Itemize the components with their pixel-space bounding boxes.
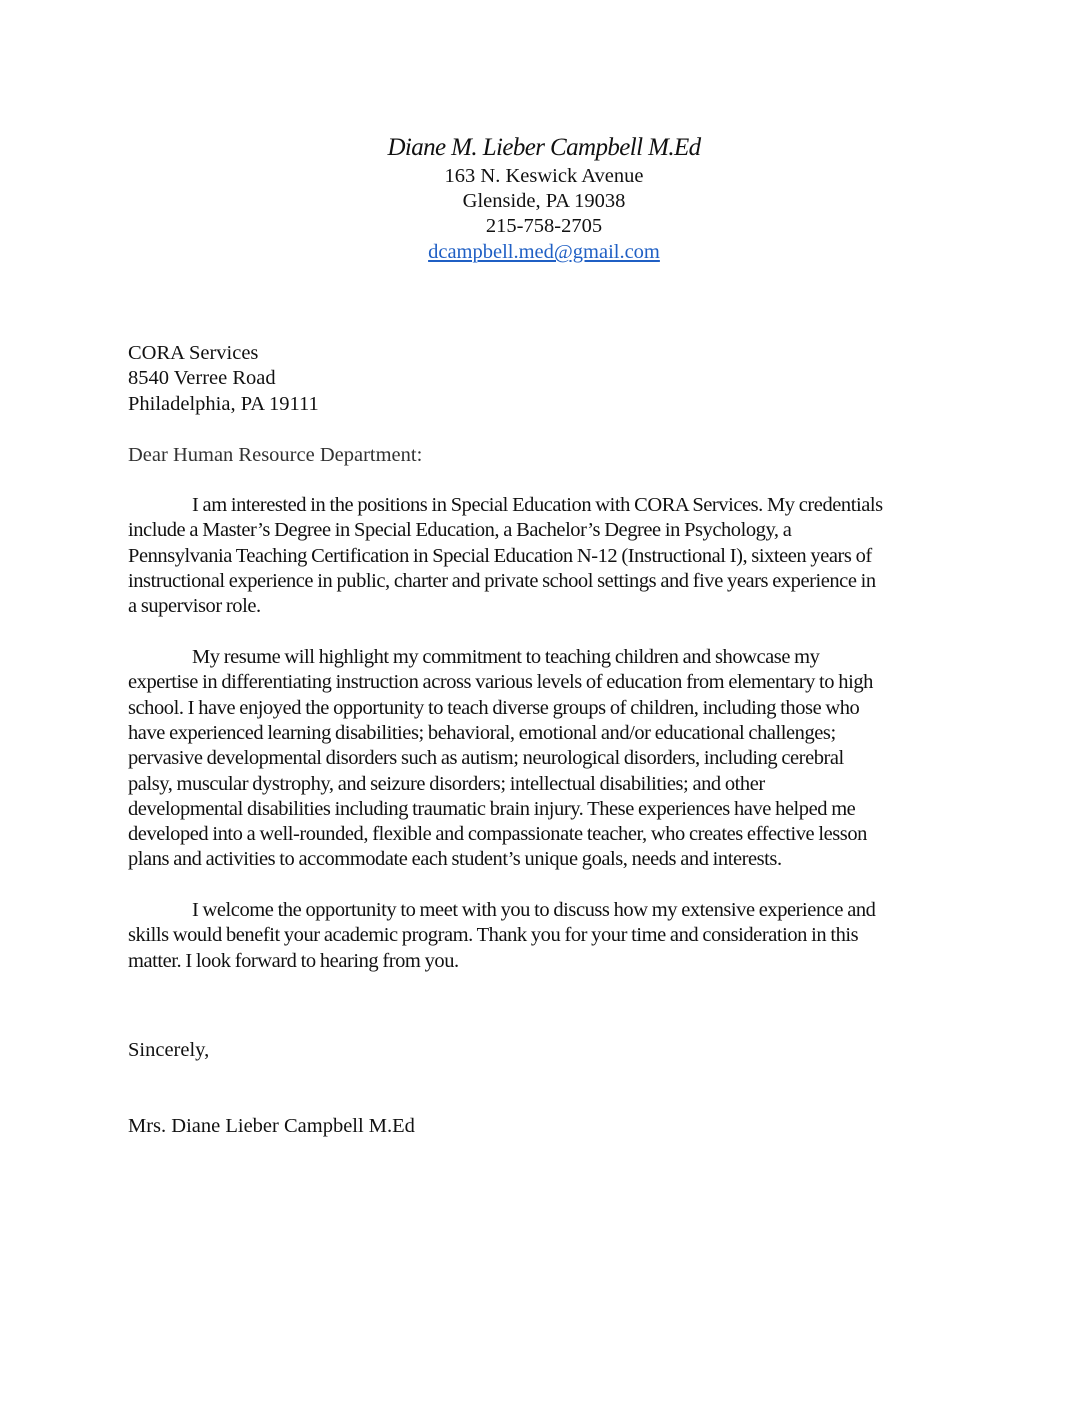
paragraph-line: expertise in differentiating instruction across various levels of education from elementary to high: [128, 671, 873, 693]
recipient-street: 8540 Verree Road: [128, 367, 276, 389]
sender-address-line1: 163 N. Keswick Avenue: [444, 165, 644, 187]
closing: Sincerely,: [128, 1039, 210, 1061]
paragraph-line: developmental disabilities including traumatic brain injury. These experiences have helped me: [128, 798, 856, 820]
paragraph-line: pervasive developmental disorders such as autism; neurological disorders, including cerebral: [128, 747, 844, 769]
sender-name: Diane M. Lieber Campbell M.Ed: [387, 134, 701, 161]
salutation: Dear Human Resource Department:: [128, 444, 423, 466]
paragraph-line: skills would benefit your academic program. Thank you for your time and consideration in this: [128, 924, 859, 946]
paragraph-line: include a Master’s Degree in Special Education, a Bachelor’s Degree in Psychology, a: [128, 519, 792, 541]
paragraph-line: palsy, muscular dystrophy, and seizure disorders; intellectual disabilities; and other: [128, 773, 765, 795]
paragraph-line: I am interested in the positions in Special Education with CORA Services. My credentials: [192, 494, 883, 516]
paragraph-line: Pennsylvania Teaching Certification in Special Education N-12 (Instructional I), sixteen years of: [128, 545, 872, 567]
paragraph-line: have experienced learning disabilities; behavioral, emotional and/or educational challenges;: [128, 722, 836, 744]
sender-phone: 215-758-2705: [485, 215, 603, 237]
signature: Mrs. Diane Lieber Campbell M.Ed: [128, 1115, 415, 1137]
sender-email-row: [0, 240, 1088, 265]
sender-address-line2: Glenside, PA 19038: [462, 190, 626, 212]
paragraph-line: matter. I look forward to hearing from you.: [128, 950, 459, 972]
paragraph-line: instructional experience in public, charter and private school settings and five years experience in: [128, 570, 876, 592]
paragraph-line: a supervisor role.: [128, 595, 261, 617]
recipient-organization: CORA Services: [128, 342, 259, 364]
paragraph-line: My resume will highlight my commitment to teaching children and showcase my: [192, 646, 820, 668]
paragraph-line: plans and activities to accommodate each student’s unique goals, needs and interests.: [128, 848, 782, 870]
sender-email-link[interactable]: dcampbell.med@gmail.com: [428, 241, 660, 263]
paragraph-line: I welcome the opportunity to meet with you to discuss how my extensive experience and: [192, 899, 876, 921]
paragraph-line: school. I have enjoyed the opportunity to teach diverse groups of children, including those who: [128, 697, 860, 719]
recipient-city-state-zip: Philadelphia, PA 19111: [128, 393, 319, 415]
paragraph-line: developed into a well-rounded, flexible and compassionate teacher, who creates effective lesson: [128, 823, 867, 845]
